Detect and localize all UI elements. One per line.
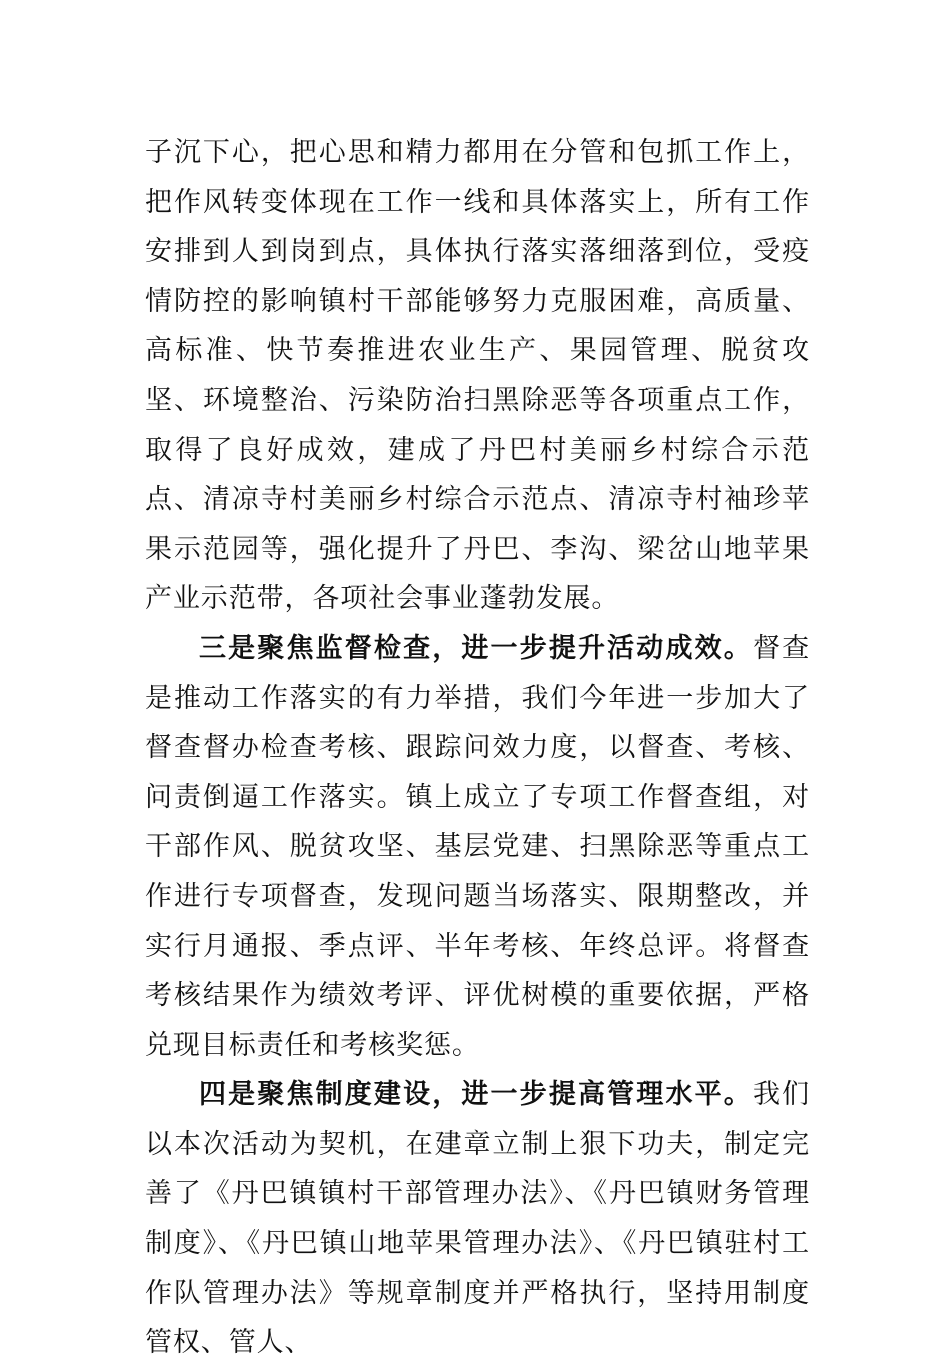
paragraph-three	[145, 624, 810, 1070]
paragraph-text: 督查是推动工作落实的有力举措，我们今年进一步加大了督查督办检查考核、跟踪问效力度，以督查、考核、问责倒逼工作落实。镇上成立了专项工作督查组，对干部作风、脱贫攻坚、基层党建、扫黑除恶等重点工作进行专项督查，发现问题当场落实、限期整改，并实行月通报、季点评、半年考核、年终总评。将督查考核结果作为绩效考评、评优树模的重要依据，严格兑现目标责任和考核奖惩。	[145, 632, 810, 1061]
paragraph-continuation	[145, 128, 810, 624]
paragraph-text: 我们以本次活动为契机，在建章立制上狠下功夫，制定完善了《丹巴镇镇村干部管理办法》、《丹巴镇财务管理制度》、《丹巴镇山地苹果管理办法》、《丹巴镇驻村工作队管理办法》等规章制度并严格执行，坚持用制度管权、管人、	[145, 1079, 810, 1359]
document-body	[145, 128, 810, 1368]
paragraph-text: 子沉下心，把心思和精力都用在分管和包抓工作上，把作风转变体现在工作一线和具体落实上，所有工作安排到人到岗到点，具体执行落实落细落到位，受疫情防控的影响镇村干部能够努力克服困难，高质量、高标准、快节奏推进农业生产、果园管理、脱贫攻坚、环境整治、污染防治扫黑除恶等各项重点工作，取得了良好成效，建成了丹巴村美丽乡村综合示范点、清凉寺村美丽乡村综合示范点、清凉寺村袖珍苹果示范园等，强化提升了丹巴、李沟、梁岔山地苹果产业示范带，各项社会事业蓬勃发展。	[145, 137, 810, 615]
paragraph-heading: 三是聚焦监督检查，进一步提升活动成效。	[199, 632, 753, 664]
paragraph-heading: 四是聚焦制度建设，进一步提高管理水平。	[199, 1079, 753, 1111]
paragraph-four	[145, 1070, 810, 1368]
